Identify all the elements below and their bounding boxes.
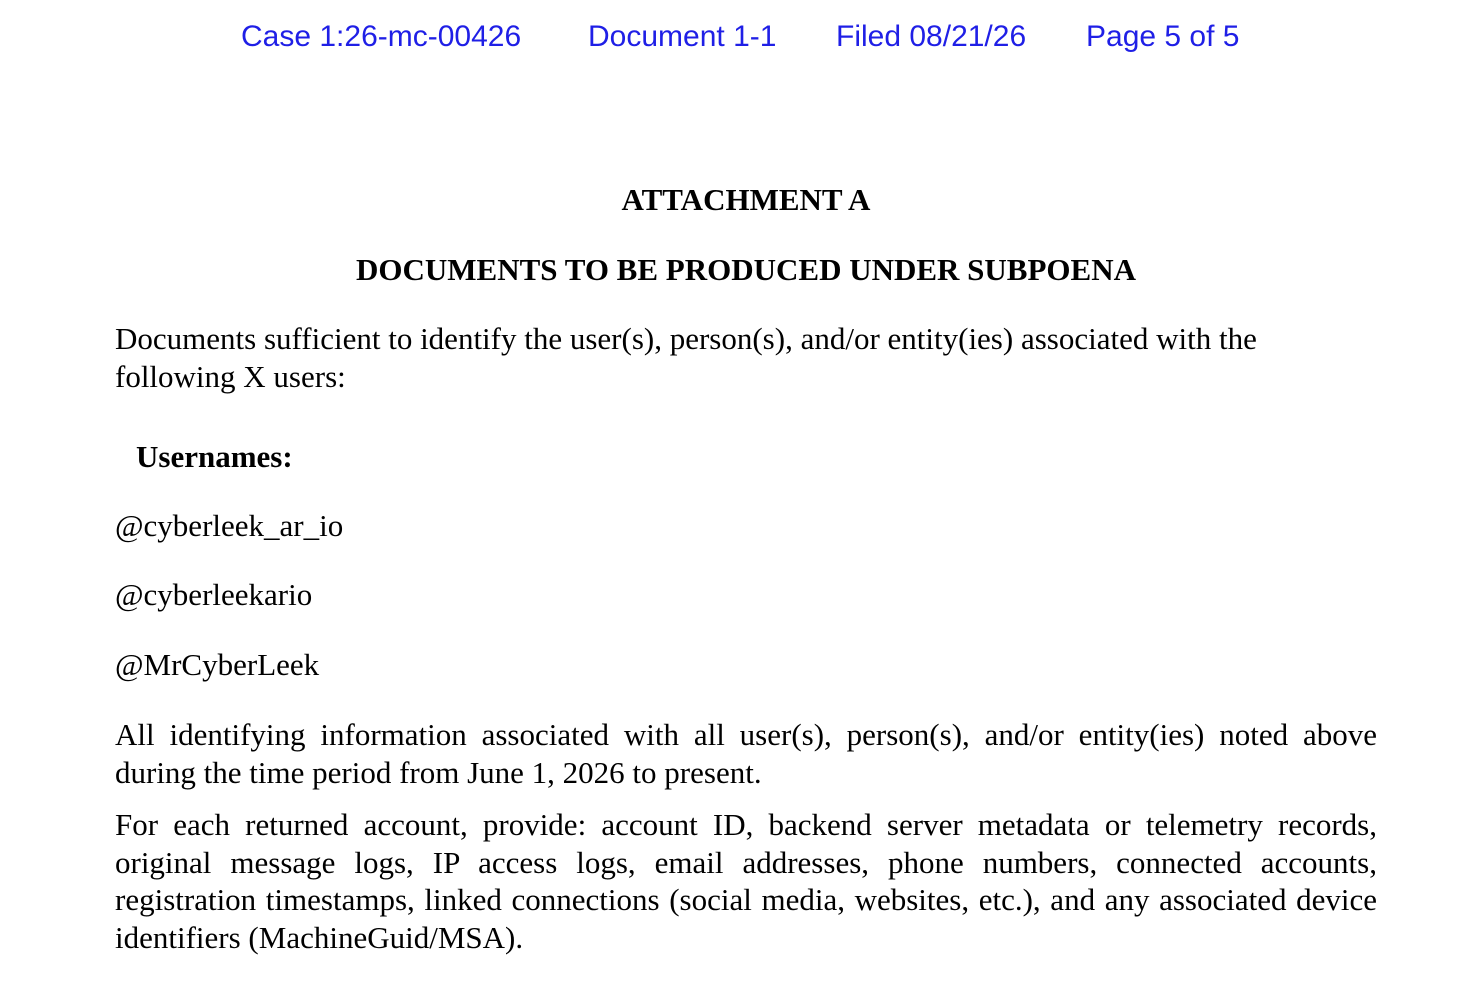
username-item: @cyberleekario (115, 577, 313, 612)
identifying-info-paragraph: All identifying information associated with all user(s), person(s), and/or entity(ies) noted above during the time period from June 1, 2026 to present. (115, 717, 1377, 790)
username-item: @cyberleek_ar_io (115, 508, 344, 543)
header-filed-date: Filed 08/21/26 (836, 20, 1027, 53)
attachment-title: ATTACHMENT A (621, 182, 871, 217)
header-page-number: Page 5 of 5 (1086, 20, 1240, 53)
header-case-number: Case 1:26-mc-00426 (241, 20, 522, 53)
document-header (0, 17, 1478, 57)
intro-paragraph: Documents sufficient to identify the user(s), person(s), and/or entity(ies) associated with the following X users: (115, 321, 1257, 394)
account-details-paragraph: For each returned account, provide: account ID, backend server metadata or telemetry records, original message logs, IP access logs, email addresses, phone numbers, connected accounts, registration timestamps, linked connections (social media, websites, etc.), and any associated device identifiers (MachineGuid/MSA). (115, 807, 1377, 955)
usernames-label: Usernames: (136, 439, 293, 474)
username-item: @MrCyberLeek (115, 647, 320, 682)
header-document-number: Document 1-1 (588, 20, 777, 53)
attachment-subtitle: DOCUMENTS TO BE PRODUCED UNDER SUBPOENA (356, 252, 1136, 287)
